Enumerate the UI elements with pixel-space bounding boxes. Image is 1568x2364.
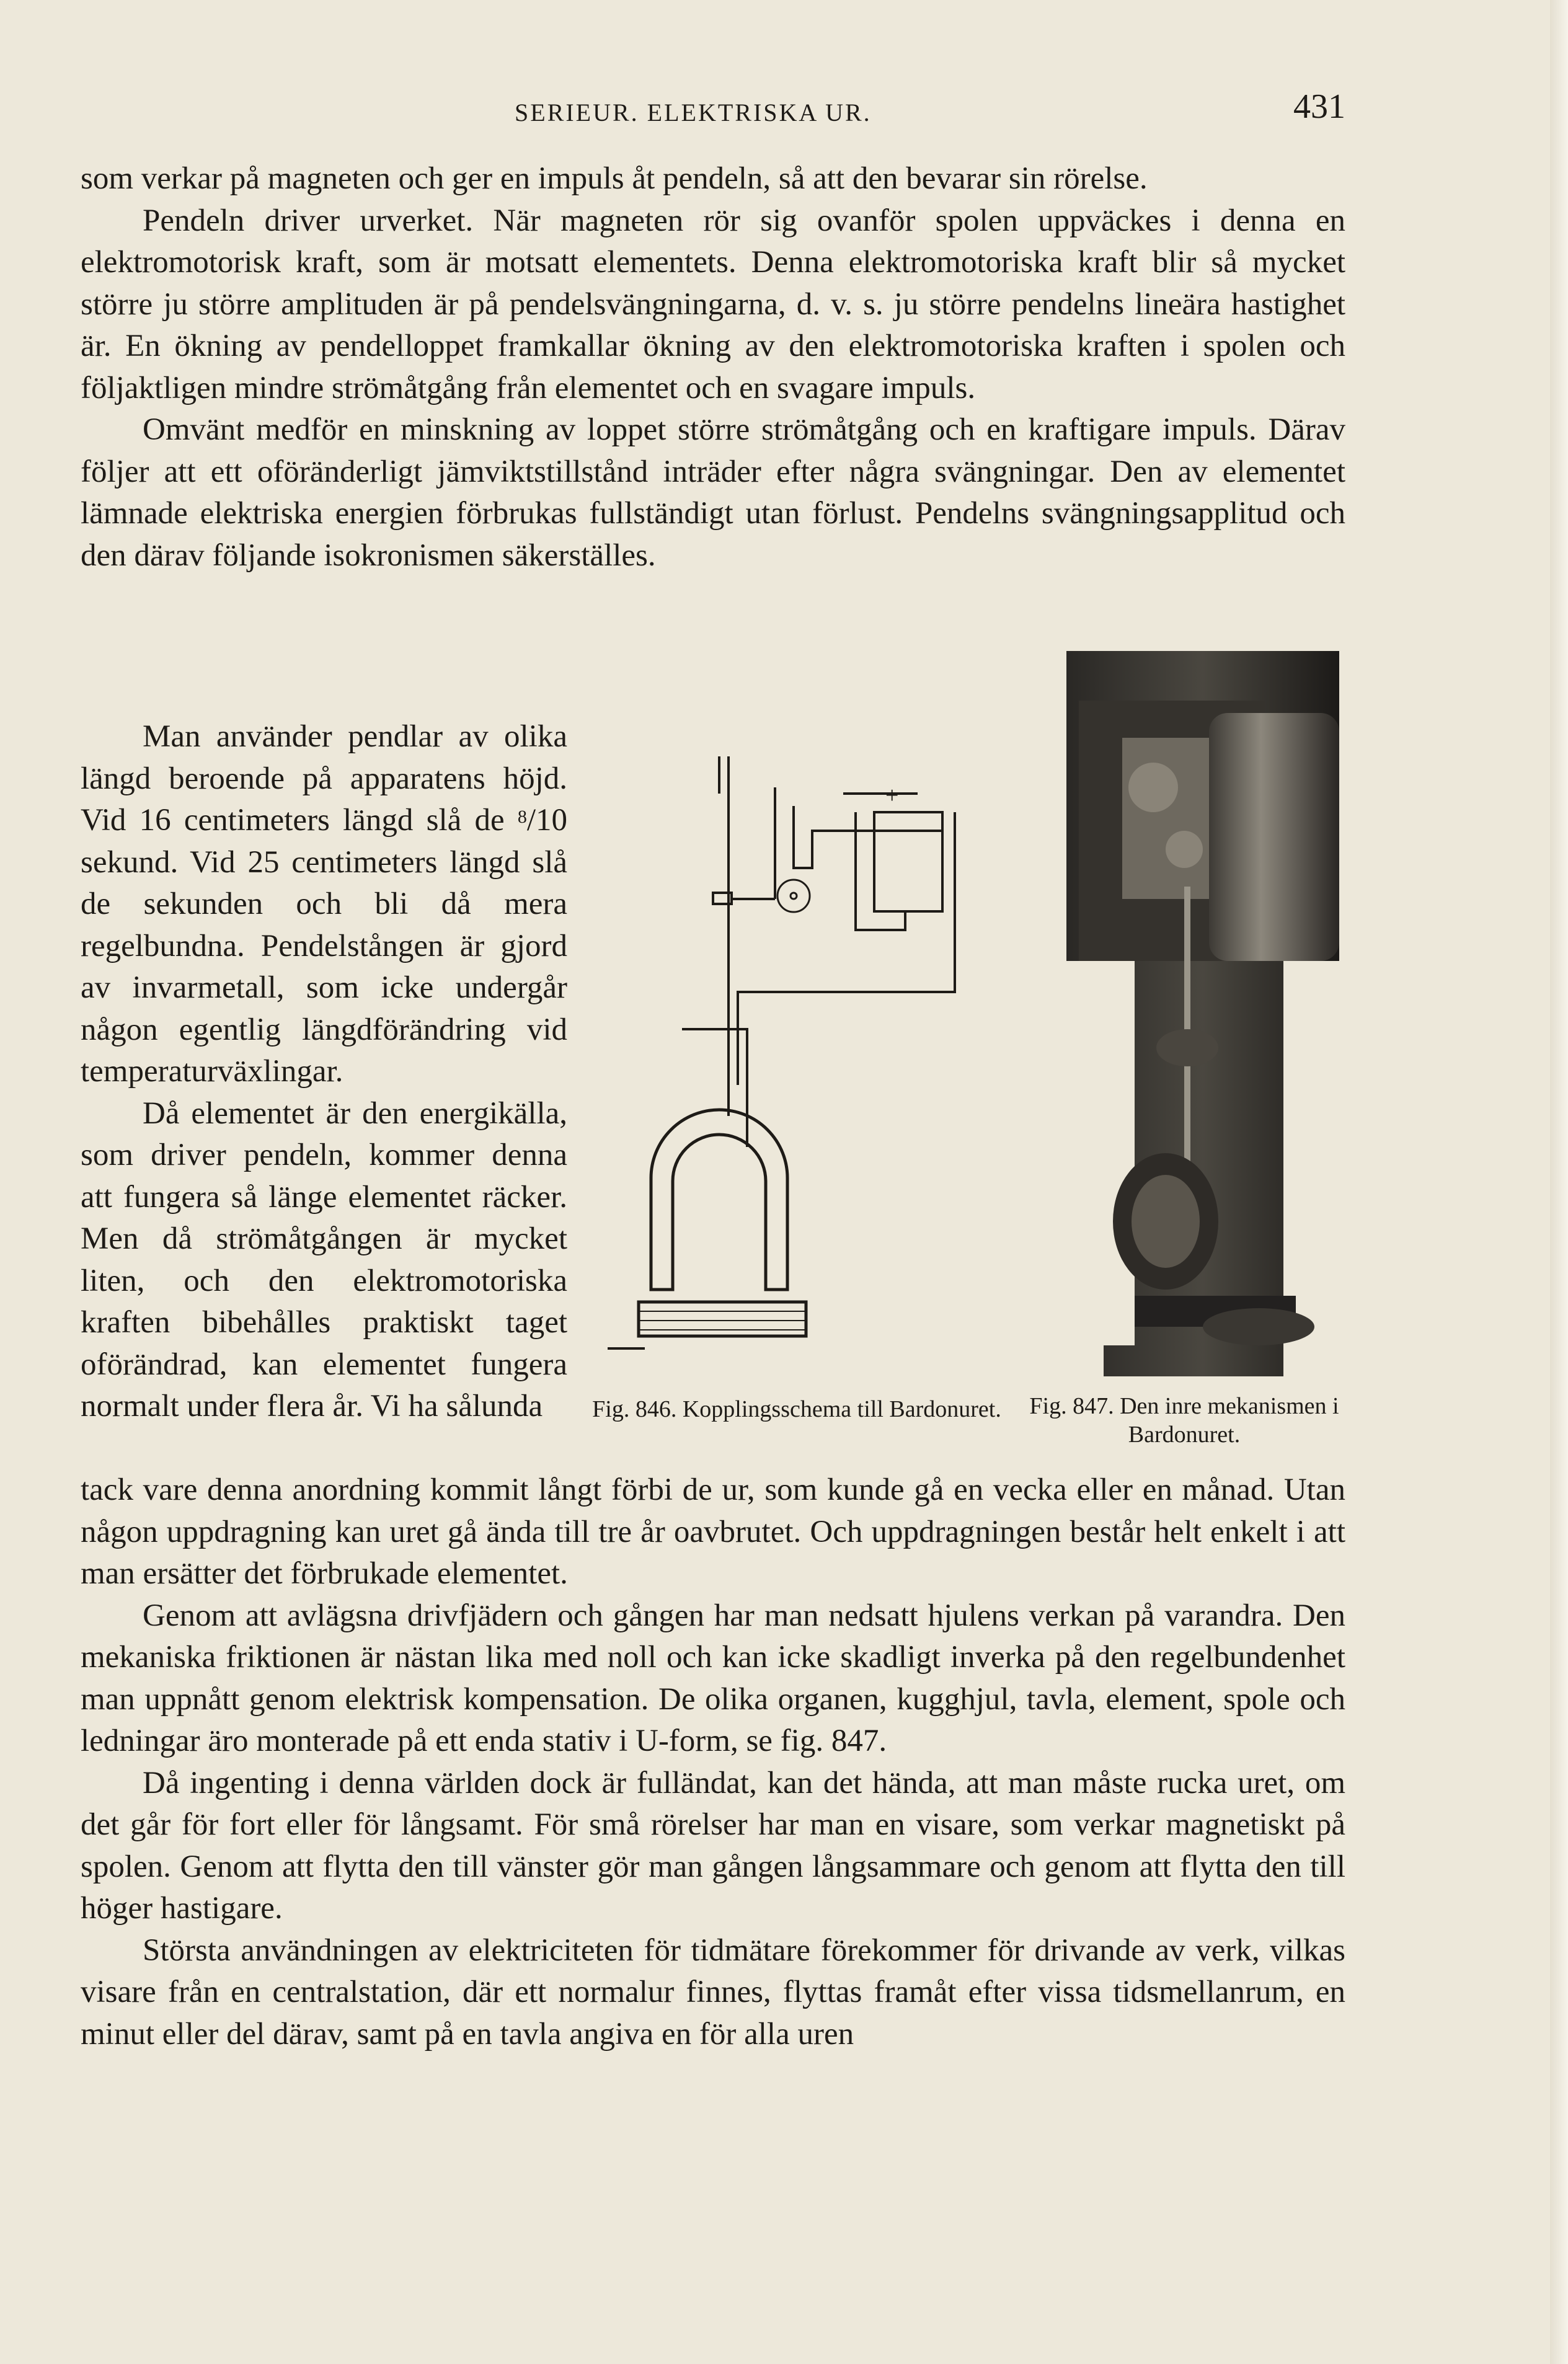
fig-846-caption: Fig. 846. Kopplingsschema till Bardonuret. [592,1396,1001,1422]
fig-847-mechanism-photo [1029,614,1352,1383]
body-text-bottom [81,1469,1345,2055]
page-header [81,87,1345,136]
paragraph [81,716,567,1093]
paragraph: Största användningen av elektriciteten för tidmätare förekommer för drivande av verk, vilkas visare från en centralstation, där ett normalur finnes, flyttas framåt efter vissa tidsmellanrum, en minut eller del därav, samt på en tavla angiva en för alla uren [81,1932,1345,2052]
paragraph: Då ingenting i denna världen dock är fulländat, kan det hända, att man måste rucka uret, om det går för fort eller för långsamt. För små rörelser har man en visare, som verkar magnetiskt på spolen. Genom att flytta den till vänster gör man gången långsammare och genom att flytta den till höger hastigare. [81,1765,1345,1926]
running-head: SERIEUR. ELEKTRISKA UR. [515,99,872,126]
fig-847-caption: Fig. 847. Den inre mekanismen i Bardonuret. [1029,1393,1339,1448]
battery-plus-sign: + [885,782,899,808]
fig-846-wiring-diagram [595,744,1004,1364]
text-run: Man använder pendlar av olika längd beroende på apparatens höjd. Vid 16 centimeters längd slå de [81,719,567,838]
fraction-denominator: /10 [526,803,567,838]
text-run: sekund. Vid 25 centimeters längd slå de sekunden och bli då mera regelbundna. Pendelstången är gjord av invarmetall, som icke undergår någon egentlig längdförändring vid temperaturväxlingar. [81,844,567,1089]
paragraph: Då elementet är den energikälla, som driver pendeln, kommer denna att fungera så länge elementet räcker. Men då strömåtgången är mycket liten, och den elektromotoriska kraften bibehålles praktiskt taget oförändrad, kan elementet fungera normalt under flera år. Vi ha sålunda [81,1096,567,1423]
body-text-beside-figures [81,716,567,1428]
fraction-numerator: 8 [517,807,527,827]
paragraph: som verkar på magneten och ger en impuls åt pendeln, så att den bevarar sin rörelse. [81,161,1148,196]
page-edge [1550,0,1568,2364]
paragraph: tack vare denna anordning kommit långt förbi de ur, som kunde gå en vecka eller en månad. Utan någon uppdragning kan uret gå ända till tre år oavbrutet. Och uppdragningen består helt enkelt i att man ersätter det förbrukade elementet. [81,1472,1345,1591]
paragraph: Omvänt medför en minskning av loppet större strömåtgång och en kraftigare impuls. Därav följer att ett oföränderligt jämviktstillstånd inträder efter några svängningar. Den av elementet lämnade elektriska energien förbrukas fullständigt utan förlust. Pendelns svängningsapplitud och den därav följande isokronismen säkerställes. [81,412,1345,573]
page-number: 431 [1293,87,1345,126]
body-text-top [81,158,1345,577]
paragraph: Pendeln driver urverket. När magneten rör sig ovanför spolen uppväckes i denna en elektromotorisk kraft, som är motsatt elementets. Denna elektromotoriska kraft blir så mycket större ju större amplituden är på pendelsvängningarna, d. v. s. ju större pendelns lineära hastighet är. En ökning av pendelloppet framkallar ökning av den elektromotoriska kraften i spolen och följaktligen mindre strömåtgång från elementet och en svagare impuls. [81,203,1345,405]
paragraph: Genom att avlägsna drivfjädern och gången har man nedsatt hjulens verkan på varandra. Den mekaniska friktionen är nästan lika med noll och kan icke skadligt inverka på den regelbundenhet man uppnått genom elektrisk kompensation. De olika organen, kugghjul, tavla, element, spole och ledningar äro monterade på ett enda stativ i U-form, se fig. 847. [81,1598,1345,1758]
